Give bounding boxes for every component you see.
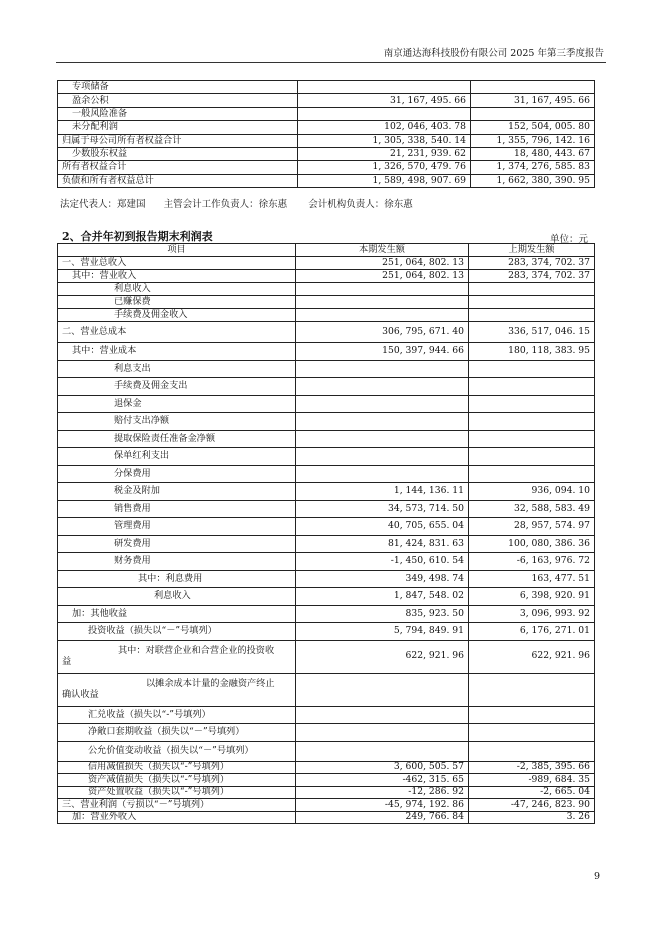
balance-sheet-table xyxy=(57,80,595,188)
table-row: 三、营业利润（亏损以“－”号填列） -45, 974, 192. 86 -47, 246, 823. 90 xyxy=(58,799,595,812)
column-header-prior: 上期发生额 xyxy=(469,244,595,257)
signature-line xyxy=(60,196,413,210)
table-row: 退保金 xyxy=(58,395,595,413)
column-header-item: 项目 xyxy=(58,244,296,257)
report-header-title: 南京通达海科技股份有限公司 2025 年第三季度报告 xyxy=(383,48,604,59)
table-row: 以摊余成本计量的金融资产终止 确认收益 xyxy=(58,673,595,706)
accounting-org-head: 会计机构负责人：徐东惠 xyxy=(308,199,413,210)
table-row: 研发费用 81, 424, 831. 63 100, 080, 386. 36 xyxy=(58,535,595,553)
table-row: 财务费用 -1, 450, 610. 54 -6, 163, 976. 72 xyxy=(58,553,595,571)
table-row: 一、营业总收入 251, 064, 802. 13 283, 374, 702. 37 xyxy=(58,257,595,270)
table-row: 其中：营业收入 251, 064, 802. 13 283, 374, 702. 37 xyxy=(58,270,595,283)
table-row: 专项储备 xyxy=(58,81,595,94)
column-header-current: 本期发生额 xyxy=(296,244,469,257)
table-row: 少数股东权益 21, 231, 939. 62 18, 480, 443. 67 xyxy=(58,147,595,160)
accounting-head: 主管会计工作负责人：徐东惠 xyxy=(163,199,288,210)
legal-representative: 法定代表人：郑建国 xyxy=(60,199,146,210)
table-row: 其中：利息费用 349, 498. 74 163, 477. 51 xyxy=(58,570,595,588)
table-row: 加：营业外收入 249, 766. 84 3. 26 xyxy=(58,811,595,824)
section-title: 2、合并年初到报告期末利润表 xyxy=(62,230,213,243)
table-row: 净敞口套期收益（损失以“－”号填列） xyxy=(58,724,595,742)
unit-label: 单位：元 xyxy=(549,234,588,245)
table-row: 利息收入 xyxy=(58,283,595,296)
table-row: 其中：对联营企业和合营企业的投资收 益 622, 921. 96 622, 921. 96 xyxy=(58,640,595,673)
table-row: 信用减值损失（损失以“-”号填列） 3, 600, 505. 57 -2, 385, 395. 66 xyxy=(58,761,595,774)
table-row: 所有者权益合计 1, 326, 570, 479. 76 1, 374, 276, 585. 83 xyxy=(58,161,595,174)
table-row: 分保费用 xyxy=(58,465,595,483)
table-row: 保单红利支出 xyxy=(58,448,595,466)
table-row: 已赚保费 xyxy=(58,296,595,309)
table-row: 盈余公积 31, 167, 495. 66 31, 167, 495. 66 xyxy=(58,94,595,107)
table-row: 其中：营业成本 150, 397, 944. 66 180, 118, 383. 95 xyxy=(58,343,595,361)
header-divider xyxy=(56,62,606,63)
table-row: 资产处置收益（损失以“-”号填列） -12, 286. 92 -2, 665. 04 xyxy=(58,786,595,799)
table-row: 销售费用 34, 573, 714. 50 32, 588, 583. 49 xyxy=(58,500,595,518)
table-row: 投资收益（损失以“－”号填列） 5, 794, 849. 91 6, 176, 271. 01 xyxy=(58,623,595,641)
table-row: 管理费用 40, 705, 655. 04 28, 957, 574. 97 xyxy=(58,518,595,536)
table-row: 负债和所有者权益总计 1, 589, 498, 907. 69 1, 662, 380, 390. 95 xyxy=(58,174,595,187)
table-row: 利息收入 1, 847, 548. 02 6, 398, 920. 91 xyxy=(58,588,595,606)
page-number: 9 xyxy=(593,871,600,882)
table-row: 利息支出 xyxy=(58,360,595,378)
table-header-row xyxy=(58,244,595,257)
income-statement-table xyxy=(57,243,595,824)
table-row: 加：其他收益 835, 923. 50 3, 096, 993. 92 xyxy=(58,605,595,623)
table-row: 手续费及佣金收入 xyxy=(58,309,595,322)
table-row: 赔付支出净额 xyxy=(58,413,595,431)
table-row: 未分配利润 102, 046, 403. 78 152, 504, 005. 80 xyxy=(58,121,595,134)
table-row: 税金及附加 1, 144, 136. 11 936, 094. 10 xyxy=(58,483,595,501)
table-row: 二、营业总成本 306, 795, 671. 40 336, 517, 046. 15 xyxy=(58,322,595,343)
table-row: 资产减值损失（损失以“-”号填列） -462, 315. 65 -989, 684. 35 xyxy=(58,774,595,787)
table-row: 汇兑收益（损失以“-”号填列） xyxy=(58,706,595,724)
table-row: 归属于母公司所有者权益合计 1, 305, 338, 540. 14 1, 355, 796, 142. 16 xyxy=(58,134,595,147)
table-row: 手续费及佣金支出 xyxy=(58,378,595,396)
table-row: 提取保险责任准备金净额 xyxy=(58,430,595,448)
table-row: 一般风险准备 xyxy=(58,107,595,120)
table-row: 公允价值变动收益（损失以“－”号填列） xyxy=(58,741,595,761)
